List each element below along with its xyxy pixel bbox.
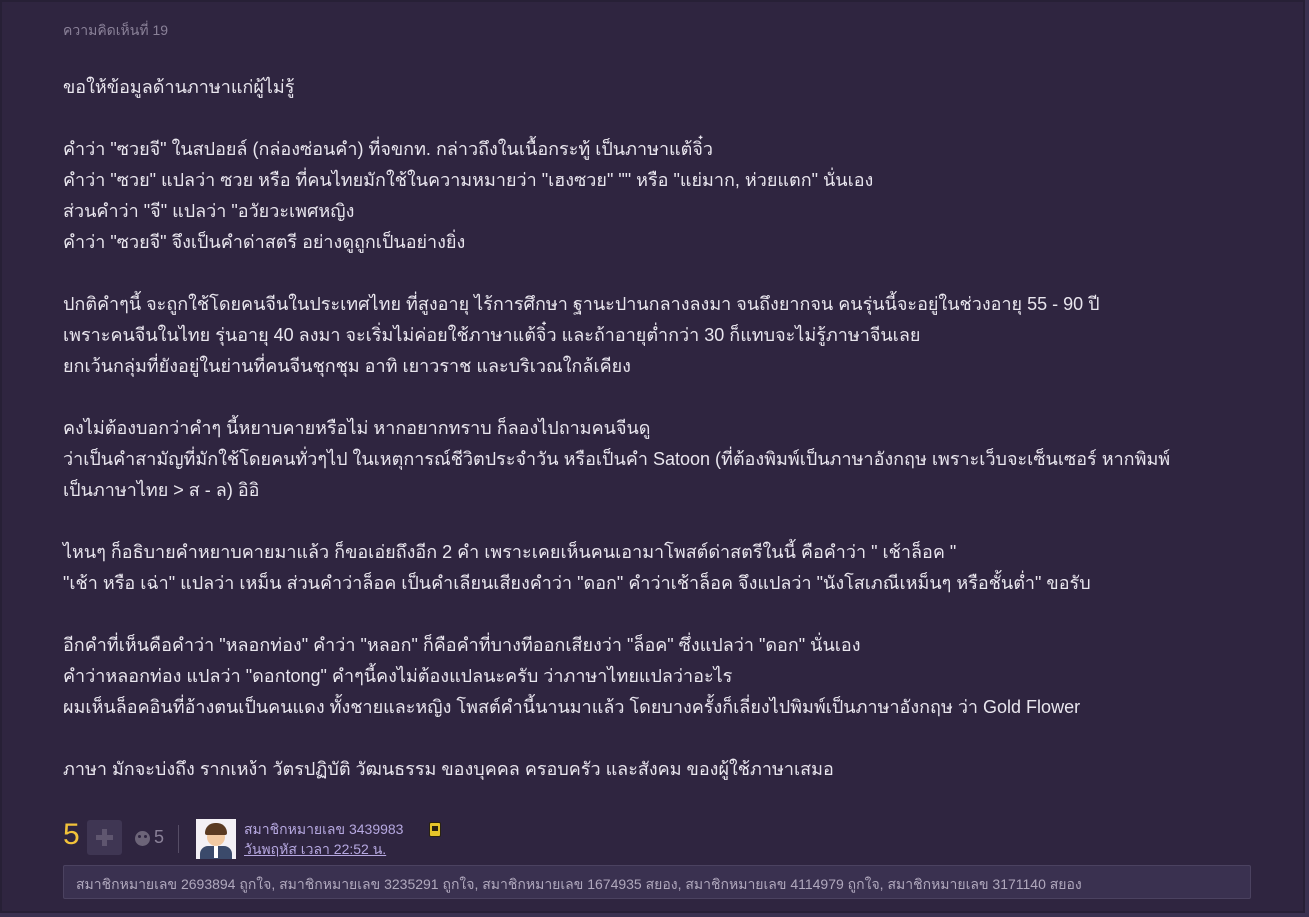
comment-line: ว่าเป็นคำสามัญที่มักใช้โดยคนทั่วๆไป ในเหตุการณ์ชีวิตประจำวัน หรือเป็นคำ Satoon (ที่ต้องพิมพ์เป็นภาษาอังกฤษ เพราะเว็บจะเซ็นเซอร์ หากพิมพ์ bbox=[63, 449, 1171, 469]
comment-body bbox=[63, 72, 1253, 816]
comment-line: "เช้า หรือ เฉ่า" แปลว่า เหม็น ส่วนคำว่าล็อค เป็นคำเลียนเสียงคำว่า "ดอก" คำว่าเช้าล็อค จึงแปลว่า "นังโสเภณีเหม็นๆ หรือชั้นต่ำ" ขอรับ bbox=[63, 573, 1091, 593]
comment-line: คงไม่ต้องบอกว่าคำๆ นี้หยาบคายหรือไม่ หากอยากทราบ ก็ลองไปถามคนจีนดู bbox=[63, 418, 651, 438]
plus-vote-button[interactable] bbox=[87, 820, 122, 855]
emoji-count[interactable]: 5 bbox=[154, 827, 165, 847]
comment-paragraph bbox=[63, 630, 1253, 723]
comment-line: ภาษา มักจะบ่งถึง รากเหง้า วัตรปฏิบัติ วัฒนธรรม ของบุคคล ครอบครัว และสังคม ของผู้ใช้ภาษาเสมอ bbox=[63, 759, 834, 779]
comment-paragraph bbox=[63, 134, 1253, 258]
comment-line: ขอให้ข้อมูลด้านภาษาแก่ผู้ไม่รู้ bbox=[63, 77, 295, 97]
comment-number: ความคิดเห็นที่ 19 bbox=[63, 22, 169, 38]
comment-line: ส่วนคำว่า "จี" แปลว่า "อวัยวะเพศหญิง bbox=[63, 201, 355, 221]
avatar-shirt-shape bbox=[214, 846, 218, 858]
comment-line: เป็นภาษาไทย > ส - ล) อิอิ bbox=[63, 480, 260, 500]
comment-line: คำว่าหลอกท่อง แปลว่า "ดอกtong" คำๆนี้คงไม่ต้องแปลนะครับ ว่าภาษาไทยแปลว่าอะไร bbox=[63, 666, 733, 686]
comment-line: เพราะคนจีนในไทย รุ่นอายุ 40 ลงมา จะเริ่มไม่ค่อยใช้ภาษาแต้จิ๋ว และถ้าอายุต่ำกว่า 30 ก็แทบจะไม่รู้ภาษาจีนเลย bbox=[63, 325, 921, 345]
comment-line: ยกเว้นกลุ่มที่ยังอยู่ในย่านที่คนจีนชุกชุม อาทิ เยาวราช และบริเวณใกล้เคียง bbox=[63, 356, 631, 376]
comment-line: คำว่า "ซวยจี" จึงเป็นคำด่าสตรี อย่างดูถูกเป็นอย่างยิ่ง bbox=[63, 232, 466, 252]
comment-paragraph bbox=[63, 413, 1253, 506]
member-badge-icon bbox=[429, 822, 441, 837]
avatar-hair-shape bbox=[205, 823, 227, 835]
comment-paragraph bbox=[63, 72, 1253, 103]
comment-paragraph bbox=[63, 754, 1253, 785]
vote-count: 5 bbox=[63, 818, 80, 851]
comment-line: ปกติคำๆนี้ จะถูกใช้โดยคนจีนในประเทศไทย ที่สูงอายุ ไร้การศึกษา ฐานะปานกลางลงมา จนถึงยากจน คนรุ่นนี้จะอยู่ในช่วงอายุ 55 - 90 ปี bbox=[63, 294, 1100, 314]
comment-line: ผมเห็นล็อคอินที่อ้างตนเป็นคนแดง ทั้งชายและหญิง โพสต์คำนี้นานมาแล้ว โดยบางครั้งก็เลี่ยงไปพิมพ์เป็นภาษาอังกฤษ ว่า Gold Flower bbox=[63, 697, 1081, 717]
comment-line: ไหนๆ ก็อธิบายคำหยาบคายมาแล้ว ก็ขอเอ่ยถึงอีก 2 คำ เพราะเคยเห็นคนเอามาโพสต์ด่าสตรีในนี้ คือคำว่า " เช้าล็อค " bbox=[63, 542, 957, 562]
likes-bar[interactable]: สมาชิกหมายเลข 2693894 ถูกใจ, สมาชิกหมายเลข 3235291 ถูกใจ, สมาชิกหมายเลข 1674935 สยอง, สมาชิกหมายเลข 4114979 ถูกใจ, สมาชิกหมายเลข 3171140 สยอง bbox=[63, 865, 1251, 899]
timestamp-link[interactable]: วันพฤหัส เวลา 22:52 น. bbox=[244, 841, 387, 857]
comment-paragraph bbox=[63, 537, 1253, 599]
avatar[interactable] bbox=[196, 819, 236, 859]
comment-line: คำว่า "ซวยจี" ในสปอยล์ (กล่องซ่อนคำ) ที่จขกท. กล่าวถึงในเนื้อกระทู้ เป็นภาษาแต้จิ๋ว bbox=[63, 139, 714, 159]
comment-paragraph bbox=[63, 289, 1253, 382]
emoji-icon[interactable] bbox=[135, 831, 150, 846]
divider bbox=[178, 825, 179, 853]
comment-footer bbox=[63, 817, 1253, 859]
comment-line: คำว่า "ซวย" แปลว่า ซวย หรือ ที่คนไทยมักใช้ในความหมายว่า "เฮงซวย" "" หรือ "แย่มาก, ห่วยแตก" นั่นเอง bbox=[63, 170, 874, 190]
comment-line: อีกคำที่เห็นคือคำว่า "หลอกท่อง" คำว่า "หลอก" ก็คือคำที่บางทีออกเสียงว่า "ล็อค" ซึ่งแปลว่า "ดอก" นั่นเอง bbox=[63, 635, 861, 655]
username-link[interactable]: สมาชิกหมายเลข 3439983 bbox=[244, 821, 404, 837]
